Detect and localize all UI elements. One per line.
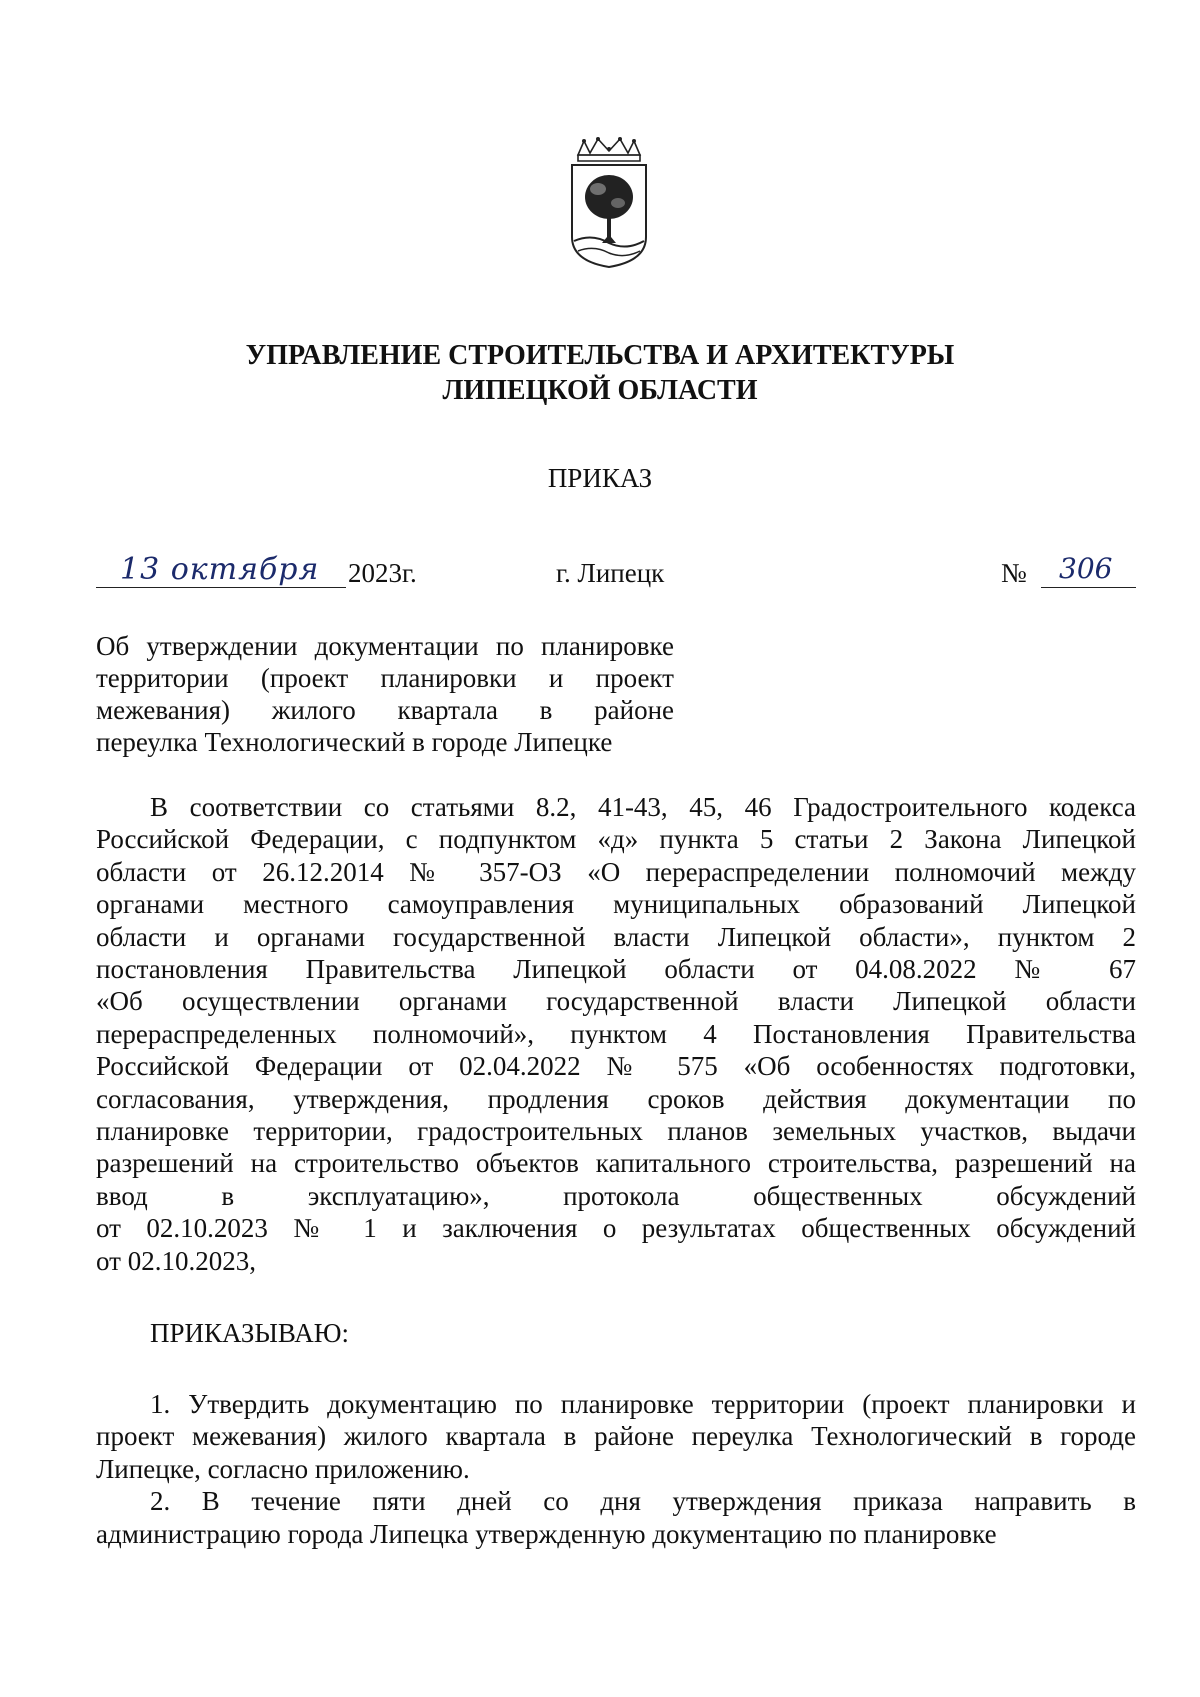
item-line: Липецке, согласно приложению.: [96, 1453, 470, 1484]
date-number-line: [96, 552, 1136, 598]
preamble-line: ввод в эксплуатацию», протокола общественных обсуждений: [96, 1180, 1136, 1211]
preamble-line: от 02.10.2023 № 1 и заключения о результатах общественных обсуждений: [96, 1213, 1136, 1244]
preamble-line: области и органами государственной власти Липецкой области», пунктом 2: [96, 921, 1136, 952]
organization-title: [0, 338, 1200, 408]
preamble-line: от 02.10.2023,: [96, 1245, 256, 1276]
preamble-line: области от 26.12.2014 № 357-ОЗ «О перераспределении полномочий между: [96, 856, 1136, 887]
preamble-line: Российской Федерации, с подпунктом «д» пункта 5 статьи 2 Закона Липецкой: [96, 824, 1136, 855]
item-line: 1. Утвердить документацию по планировке территории (проект планировки и: [150, 1389, 1136, 1419]
handwritten-number: 306: [1041, 552, 1136, 588]
preamble-line: В соответствии со статьями 8.2, 41-43, 45, 46 Градостроительного кодекса: [150, 792, 1136, 822]
preamble-line: планировке территории, градостроительных планов земельных участков, выдачи: [96, 1116, 1136, 1147]
year-text: 2023г.: [348, 558, 417, 588]
preamble-paragraph: [96, 791, 1136, 1277]
preamble-line: Российской Федерации от 02.04.2022 № 575 «Об особенностях подготовки,: [96, 1051, 1136, 1082]
city-text: г. Липецк: [556, 558, 665, 588]
subject-line: территории (проект планировки и проект: [96, 663, 674, 693]
preamble-line: перераспределенных полномочий», пунктом 4 Постановления Правительства: [96, 1018, 1136, 1049]
handwritten-date: 13 октября: [96, 552, 346, 588]
item-line: 2. В течение пяти дней со дня утверждения приказа направить в: [150, 1486, 1136, 1517]
preamble-line: разрешений на строительство объектов капитального строительства, разрешений на: [96, 1148, 1136, 1179]
order-word: ПРИКАЗЫВАЮ:: [150, 1318, 349, 1348]
subject-line: переулка Технологический в городе Липецке: [96, 727, 613, 757]
subject-line: Об утверждении документации по планировке: [96, 631, 674, 661]
order-items: [96, 1388, 1136, 1550]
number-label: №: [1001, 558, 1027, 588]
preamble-line: постановления Правительства Липецкой области от 04.08.2022 № 67: [96, 954, 1136, 985]
item-line: администрацию города Липецка утвержденную документацию по планировке: [96, 1518, 997, 1549]
order-subject: [96, 630, 674, 758]
coat-of-arms-icon: [568, 137, 650, 269]
org-name-line-2: ЛИПЕЦКОЙ ОБЛАСТИ: [442, 375, 758, 406]
subject-line: межевания) жилого квартала в районе: [96, 695, 674, 725]
item-line: проект межевания) жилого квартала в районе переулка Технологический в городе: [96, 1421, 1136, 1452]
preamble-line: «Об осуществлении органами государственной власти Липецкой области: [96, 986, 1136, 1017]
org-name-line-1: УПРАВЛЕНИЕ СТРОИТЕЛЬСТВА И АРХИТЕКТУРЫ: [245, 340, 955, 371]
document-type: ПРИКАЗ: [547, 463, 653, 493]
preamble-line: согласования, утверждения, продления сроков действия документации по: [96, 1083, 1136, 1114]
preamble-line: органами местного самоуправления муниципальных образований Липецкой: [96, 889, 1136, 920]
